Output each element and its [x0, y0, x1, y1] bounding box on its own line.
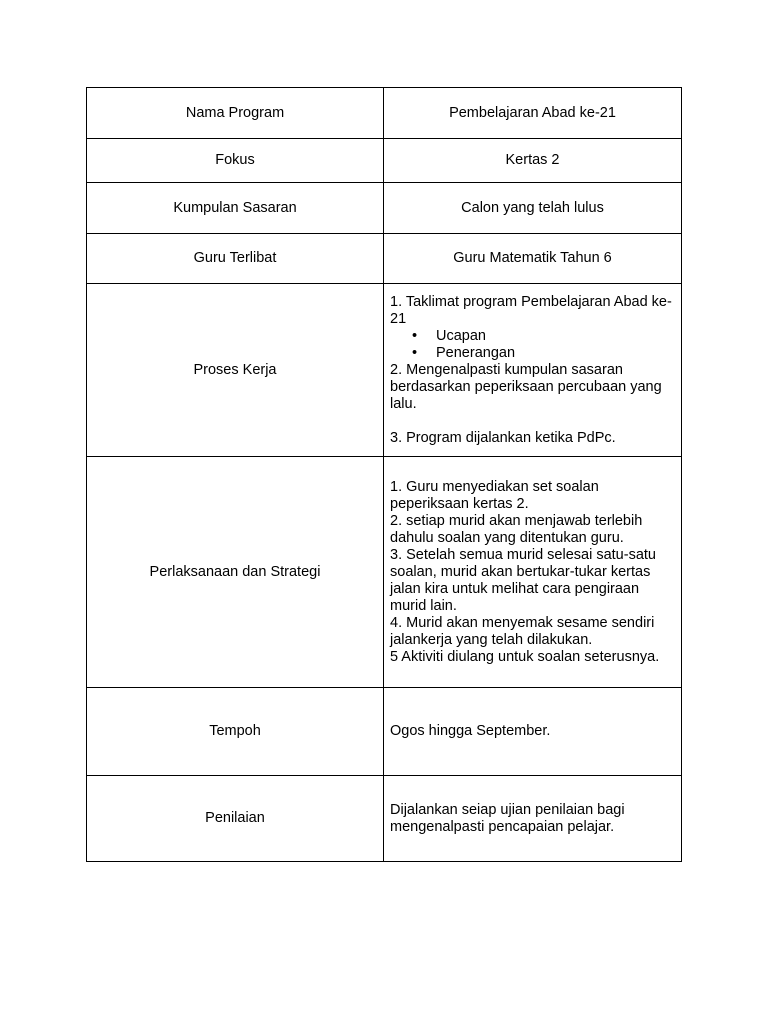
- process-item: 1. Taklimat program Pembelajaran Abad ke-21: [390, 293, 672, 327]
- row-label: Perlaksanaan dan Strategi: [87, 457, 384, 688]
- row-value: Calon yang telah lulus: [384, 183, 682, 234]
- row-label: Kumpulan Sasaran: [87, 183, 384, 234]
- strategy-item: 1. Guru menyediakan set soalan peperiksaan kertas 2.: [390, 478, 599, 512]
- table-row: [87, 139, 682, 183]
- row-label: Guru Terlibat: [87, 234, 384, 284]
- row-value: Guru Matematik Tahun 6: [384, 234, 682, 284]
- row-value: Ogos hingga September.: [384, 688, 682, 776]
- row-value: Kertas 2: [384, 139, 682, 183]
- table-row: [87, 688, 682, 776]
- table-row: [87, 284, 682, 457]
- table-row: [87, 183, 682, 234]
- list-item: • Ucapan: [390, 328, 677, 345]
- strategy-item: 5 Aktiviti diulang untuk soalan seterusnya.: [390, 648, 660, 665]
- list-item: • Penerangan: [390, 345, 677, 362]
- row-value: Dijalankan seiap ujian penilaian bagi mengenalpasti pencapaian pelajar.: [384, 776, 682, 862]
- row-value: [384, 457, 682, 688]
- table-row: [87, 776, 682, 862]
- row-value: Pembelajaran Abad ke-21: [384, 88, 682, 139]
- process-item: 2. Mengenalpasti kumpulan sasaran berdasarkan peperiksaan percubaan yang lalu.: [390, 361, 662, 412]
- strategy-item: 2. setiap murid akan menjawab terlebih dahulu soalan yang ditentukan guru.: [390, 512, 643, 546]
- table-row: [87, 88, 682, 139]
- row-label: Tempoh: [87, 688, 384, 776]
- row-label: Proses Kerja: [87, 284, 384, 457]
- process-item: 3. Program dijalankan ketika PdPc.: [390, 429, 616, 446]
- strategy-item: 3. Setelah semua murid selesai satu-satu soalan, murid akan bertukar-tukar kertas jalan kira untuk melihat cara pengiraan murid lain.: [390, 546, 656, 614]
- strategy-item: 4. Murid akan menyemak sesame sendiri jalankerja yang telah dilakukan.: [390, 614, 655, 648]
- table-row: [87, 457, 682, 688]
- row-label: Nama Program: [87, 88, 384, 139]
- table-row: [87, 234, 682, 284]
- row-value: [384, 284, 682, 457]
- row-label: Penilaian: [87, 776, 384, 862]
- process-bullets: [390, 328, 677, 362]
- program-table: [86, 87, 682, 862]
- row-label: Fokus: [87, 139, 384, 183]
